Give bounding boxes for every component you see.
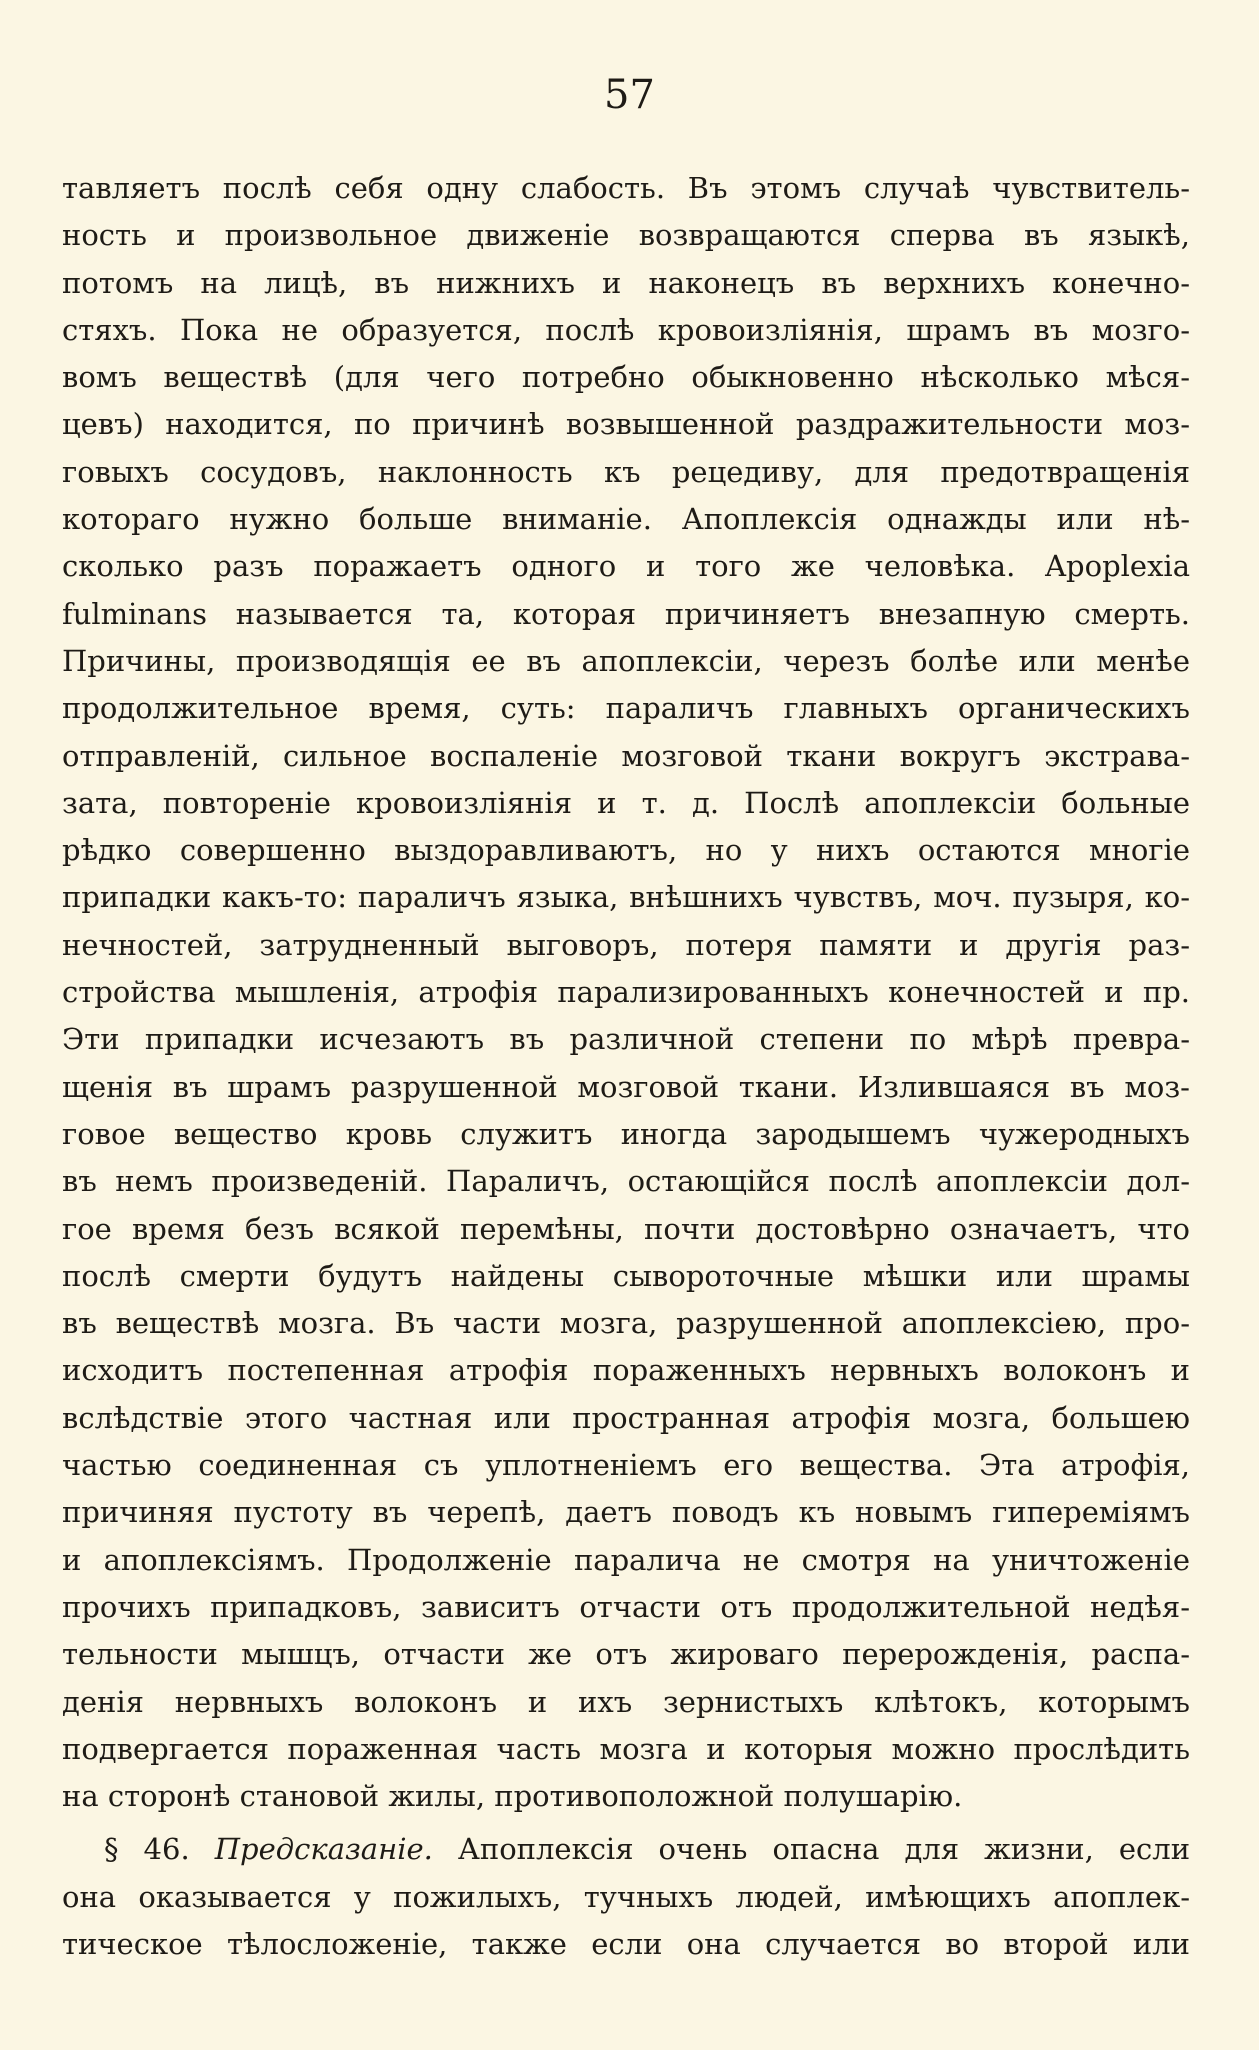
text-line: подвергается пораженная часть мозга и которыя можно прослѣдить <box>62 1731 1190 1766</box>
text-line: зата, повторенiе кровоизлiянiя и т. д. Послѣ апоплексiи больные <box>62 785 1190 820</box>
section-heading: Предсказанiе. <box>214 1832 433 1867</box>
text-line: стройства мышленiя, атрофiя парализированныхъ конечностей и пр. <box>62 975 1190 1010</box>
text-line: тавляетъ послѣ себя одну слабость. Въ этомъ случаѣ чувствитель- <box>62 171 1190 205</box>
text-line: нечностей, затрудненный выговоръ, потеря памяти и другiя раз- <box>62 927 1190 962</box>
text-line: тельности мышцъ, отчасти же отъ жироваго перерожденiя, распа- <box>62 1637 1190 1672</box>
text-line: прочихъ припадковъ, зависитъ отчасти отъ продолжительной недѣя- <box>62 1589 1190 1624</box>
text-line: Эти припадки исчезаютъ въ различной степени по мѣрѣ превра- <box>62 1022 1190 1057</box>
text-line: въ веществѣ мозга. Въ части мозга, разрушенной апоплексiею, про- <box>62 1306 1190 1341</box>
page-number: 57 <box>604 72 655 118</box>
text-line: исходитъ постепенная атрофiя пораженныхъ нервныхъ волоконъ и <box>62 1353 1190 1388</box>
text-line: вомъ веществѣ (для чего потребно обыкновенно нѣсколько мѣся- <box>62 360 1190 395</box>
text-line: говыхъ сосудовъ, наклонность къ рецедиву, для предотвращенiя <box>62 454 1190 489</box>
text-line: ность и произвольное движенiе возвращаются сперва въ языкѣ, <box>62 218 1190 253</box>
text-line: денiя нервныхъ волоконъ и ихъ зернистыхъ клѣтокъ, которымъ <box>62 1684 1190 1719</box>
text-line: припадки какъ-то: параличъ языка, внѣшнихъ чувствъ, моч. пузыря, ко- <box>62 880 1190 915</box>
text-line: она оказывается у пожилыхъ, тучныхъ людей, имѣющихъ апоплек- <box>62 1879 1190 1914</box>
body-text <box>62 165 1190 1968</box>
text-line: тическое тѣлосложенiе, также если она случается во второй или <box>62 1926 1190 1961</box>
text-line: fulminans называется та, которая причиняетъ внезапную смерть. <box>62 596 1190 631</box>
text-line: Причины, производящiя ее въ апоплексiи, черезъ болѣе или менѣе <box>62 643 1190 678</box>
text-line: продолжительное время, суть: параличъ главныхъ органическихъ <box>62 691 1190 726</box>
text-line: котораго нужно больше вниманiе. Апоплексiя однажды или нѣ- <box>62 502 1190 537</box>
text-line: послѣ смерти будутъ найдены сывороточные мѣшки или шрамы <box>62 1258 1190 1293</box>
text-line: частью соединенная съ уплотненiемъ его вещества. Эта атрофiя, <box>62 1448 1190 1483</box>
section-first-line-text: Апоплексiя очень опасна для жизни, если <box>457 1832 1190 1867</box>
text-line: сколько разъ поражаетъ одного и того же человѣка. Apoplexia <box>62 549 1190 584</box>
text-line: рѣдко совершенно выздоравливаютъ, но у нихъ остаются многiе <box>62 833 1190 868</box>
text-line: потомъ на лицѣ, въ нижнихъ и наконецъ въ верхнихъ конечно- <box>62 265 1190 300</box>
text-line: вслѣдствiе этого частная или пространная атрофiя мозга, большею <box>62 1400 1190 1435</box>
text-line: въ немъ произведенiй. Параличъ, остающiйся послѣ апоплексiи дол- <box>62 1164 1190 1199</box>
text-line: цевъ) находится, по причинѣ возвышенной раздражительности моз- <box>62 407 1190 442</box>
text-line: отправленiй, сильное воспаленiе мозговой ткани вокругъ экстрава- <box>62 738 1190 773</box>
section-number: § 46. <box>104 1832 190 1867</box>
section-first-line <box>62 1826 1190 1873</box>
text-line: причиняя пустоту въ черепѣ, даетъ поводъ къ новымъ гиперемiямъ <box>62 1495 1190 1530</box>
text-line: стяхъ. Пока не образуется, послѣ кровоизлiянiя, шрамъ въ мозго- <box>62 312 1190 347</box>
text-line: гое время безъ всякой перемѣны, почти достовѣрно означаетъ, что <box>62 1211 1190 1246</box>
text-line: и апоплексiямъ. Продолженiе паралича не смотря на уничтоженiе <box>62 1542 1190 1577</box>
text-line: щенiя въ шрамъ разрушенной мозговой ткани. Излившаяся въ моз- <box>62 1069 1190 1104</box>
paragraph-last-line: на сторонѣ становой жилы, противоположной полушарiю. <box>62 1779 963 1814</box>
text-line: говое вещество кровь служитъ иногда зародышемъ чужеродныхъ <box>62 1116 1190 1151</box>
